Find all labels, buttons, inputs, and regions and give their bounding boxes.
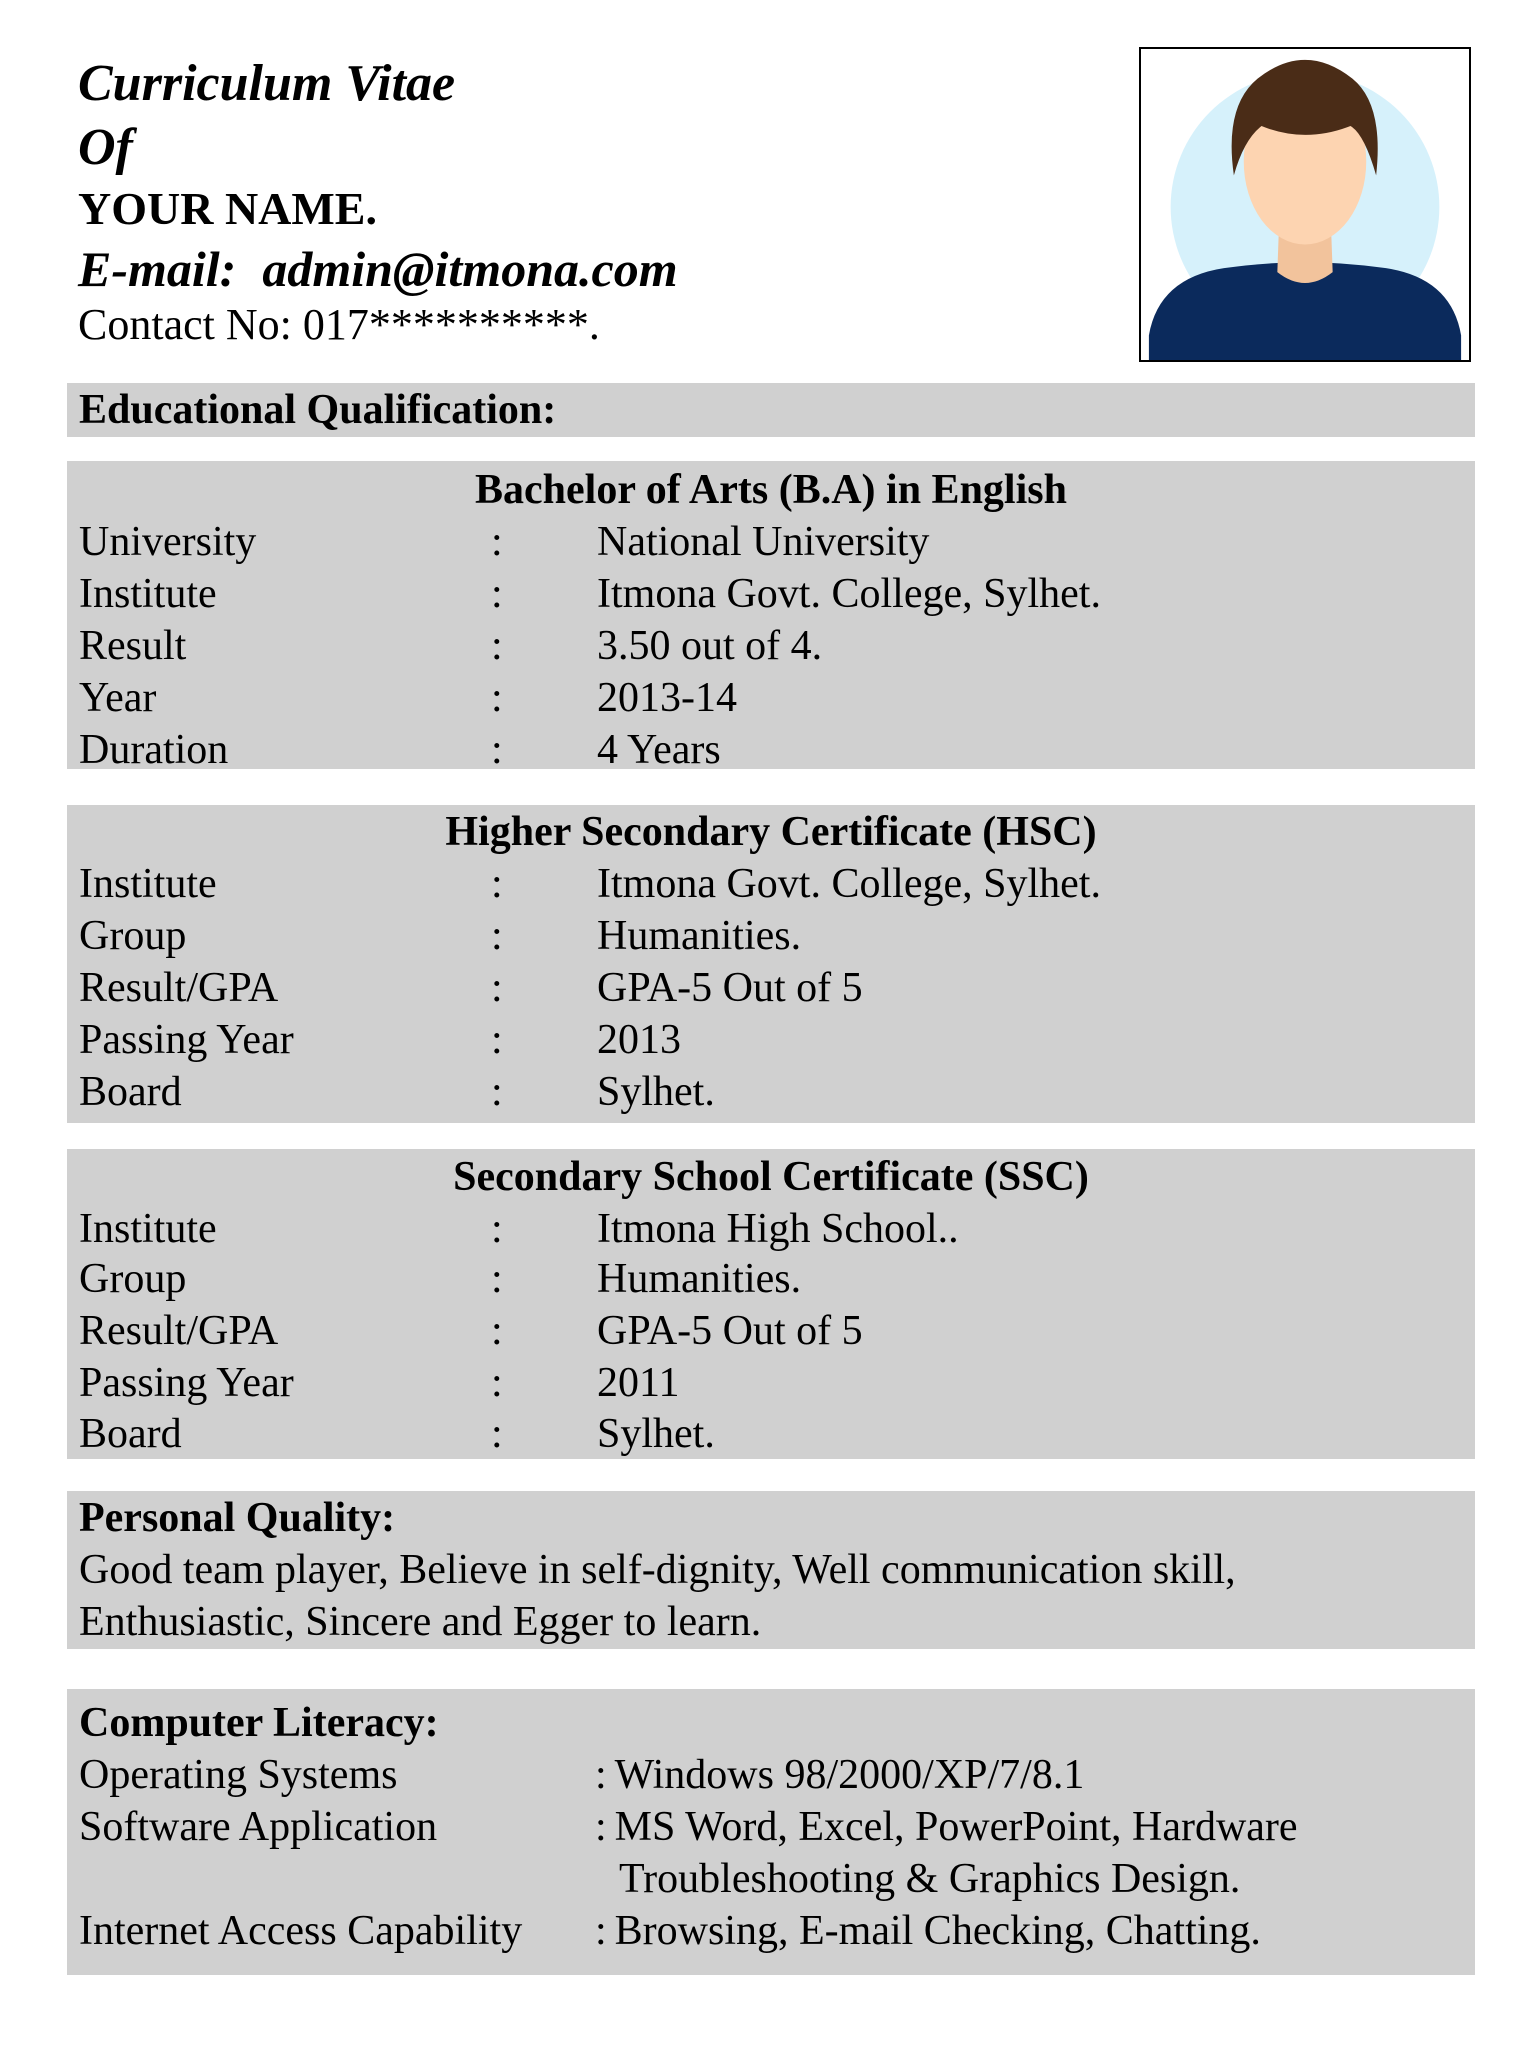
hsc-row-institute — [67, 858, 1475, 910]
literacy-label: Software Application — [79, 1804, 438, 1850]
personal-quality-text-line2: Enthusiastic, Sincere and Egger to learn. — [79, 1599, 762, 1645]
email-value: admin@itmona.com — [262, 241, 678, 297]
literacy-colon: : — [595, 1908, 607, 1954]
literacy-value-text: Windows 98/2000/XP/7/8.1 — [614, 1752, 1085, 1798]
ba-colon: : — [491, 571, 503, 617]
education-heading-bar — [67, 383, 1475, 437]
ba-value: National University — [597, 519, 930, 565]
literacy-value-continued: Troubleshooting & Graphics Design. — [619, 1856, 1241, 1902]
ba-value: 2013-14 — [597, 675, 737, 721]
ssc-colon: : — [491, 1360, 503, 1406]
ba-label: Year — [79, 675, 157, 721]
ssc-value: Itmona High School.. — [597, 1206, 959, 1252]
cv-title: Curriculum Vitae — [78, 55, 456, 112]
ba-colon: : — [491, 623, 503, 669]
ba-row-duration — [67, 724, 1475, 776]
hsc-row-group — [67, 910, 1475, 962]
literacy-value-text: MS Word, Excel, PowerPoint, Hardware — [614, 1804, 1298, 1850]
profile-photo — [1139, 47, 1471, 362]
ba-label: Institute — [79, 571, 217, 617]
hsc-value: Sylhet. — [597, 1069, 715, 1115]
ssc-row-result — [67, 1305, 1475, 1357]
ssc-label: Result/GPA — [79, 1308, 279, 1354]
ba-colon: : — [491, 675, 503, 721]
ba-value: 4 Years — [597, 727, 721, 773]
ssc-row-institute — [67, 1203, 1475, 1255]
hsc-title: Higher Secondary Certificate (HSC) — [445, 809, 1097, 855]
contact-number: Contact No: 017**********. — [78, 300, 600, 349]
literacy-label: Operating Systems — [79, 1752, 398, 1798]
ba-value: 3.50 out of 4. — [597, 623, 823, 669]
ssc-colon: : — [491, 1411, 503, 1457]
ssc-colon: : — [491, 1308, 503, 1354]
literacy-colon: : — [595, 1752, 607, 1798]
ba-value: Itmona Govt. College, Sylhet. — [597, 571, 1101, 617]
hsc-colon: : — [491, 913, 503, 959]
hsc-colon: : — [491, 965, 503, 1011]
ba-row-university — [67, 516, 1475, 568]
ba-label: Result — [79, 623, 187, 669]
ssc-row-board — [67, 1408, 1475, 1460]
email-line — [78, 240, 678, 298]
ba-colon: : — [491, 727, 503, 773]
ssc-label: Institute — [79, 1206, 217, 1252]
ssc-value: Humanities. — [597, 1256, 802, 1302]
hsc-row-passing-year — [67, 1014, 1475, 1066]
ba-row-result — [67, 620, 1475, 672]
ba-colon: : — [491, 519, 503, 565]
person-avatar-icon — [1141, 49, 1469, 360]
computer-literacy-block — [67, 1689, 1475, 1975]
personal-quality-block — [67, 1491, 1475, 1649]
ssc-label: Group — [79, 1256, 187, 1302]
literacy-value — [595, 1905, 1261, 1957]
ssc-colon: : — [491, 1206, 503, 1252]
email-label: E-mail: — [78, 241, 237, 297]
ba-label: University — [79, 519, 257, 565]
hsc-label: Board — [79, 1069, 182, 1115]
personal-quality-text-line1: Good team player, Believe in self-dignity, Well communication skill, — [79, 1547, 1236, 1593]
ssc-value: 2011 — [597, 1360, 680, 1406]
ssc-label: Passing Year — [79, 1360, 294, 1406]
education-heading: Educational Qualification: — [79, 387, 557, 433]
literacy-value-text: Browsing, E-mail Checking, Chatting. — [614, 1908, 1261, 1954]
ssc-title: Secondary School Certificate (SSC) — [453, 1154, 1089, 1200]
literacy-value — [595, 1801, 1298, 1853]
hsc-value: GPA-5 Out of 5 — [597, 965, 863, 1011]
personal-quality-heading: Personal Quality: — [79, 1495, 396, 1541]
ssc-value: GPA-5 Out of 5 — [597, 1308, 863, 1354]
hsc-value: Humanities. — [597, 913, 802, 959]
hsc-label: Result/GPA — [79, 965, 279, 1011]
ssc-value: Sylhet. — [597, 1411, 715, 1457]
cv-title-of: Of — [78, 119, 133, 176]
literacy-value — [595, 1749, 1084, 1801]
ba-row-year — [67, 672, 1475, 724]
ba-block — [67, 461, 1475, 773]
ba-label: Duration — [79, 727, 229, 773]
hsc-label: Group — [79, 913, 187, 959]
ssc-row-passing-year — [67, 1357, 1475, 1409]
hsc-colon: : — [491, 1069, 503, 1115]
ba-title: Bachelor of Arts (B.A) in English — [475, 467, 1067, 513]
hsc-block — [67, 805, 1475, 1123]
computer-literacy-heading: Computer Literacy: — [79, 1700, 439, 1746]
literacy-label: Internet Access Capability — [79, 1908, 523, 1954]
ssc-label: Board — [79, 1411, 182, 1457]
hsc-value: Itmona Govt. College, Sylhet. — [597, 861, 1101, 907]
hsc-row-result — [67, 962, 1475, 1014]
hsc-row-board — [67, 1066, 1475, 1118]
ba-row-institute — [67, 568, 1475, 620]
candidate-name: YOUR NAME. — [78, 183, 377, 234]
hsc-colon: : — [491, 861, 503, 907]
literacy-colon: : — [595, 1804, 607, 1850]
hsc-label: Passing Year — [79, 1017, 294, 1063]
hsc-value: 2013 — [597, 1017, 681, 1063]
ssc-row-group — [67, 1253, 1475, 1305]
hsc-colon: : — [491, 1017, 503, 1063]
hsc-label: Institute — [79, 861, 217, 907]
ssc-block — [67, 1149, 1475, 1459]
ssc-colon: : — [491, 1256, 503, 1302]
